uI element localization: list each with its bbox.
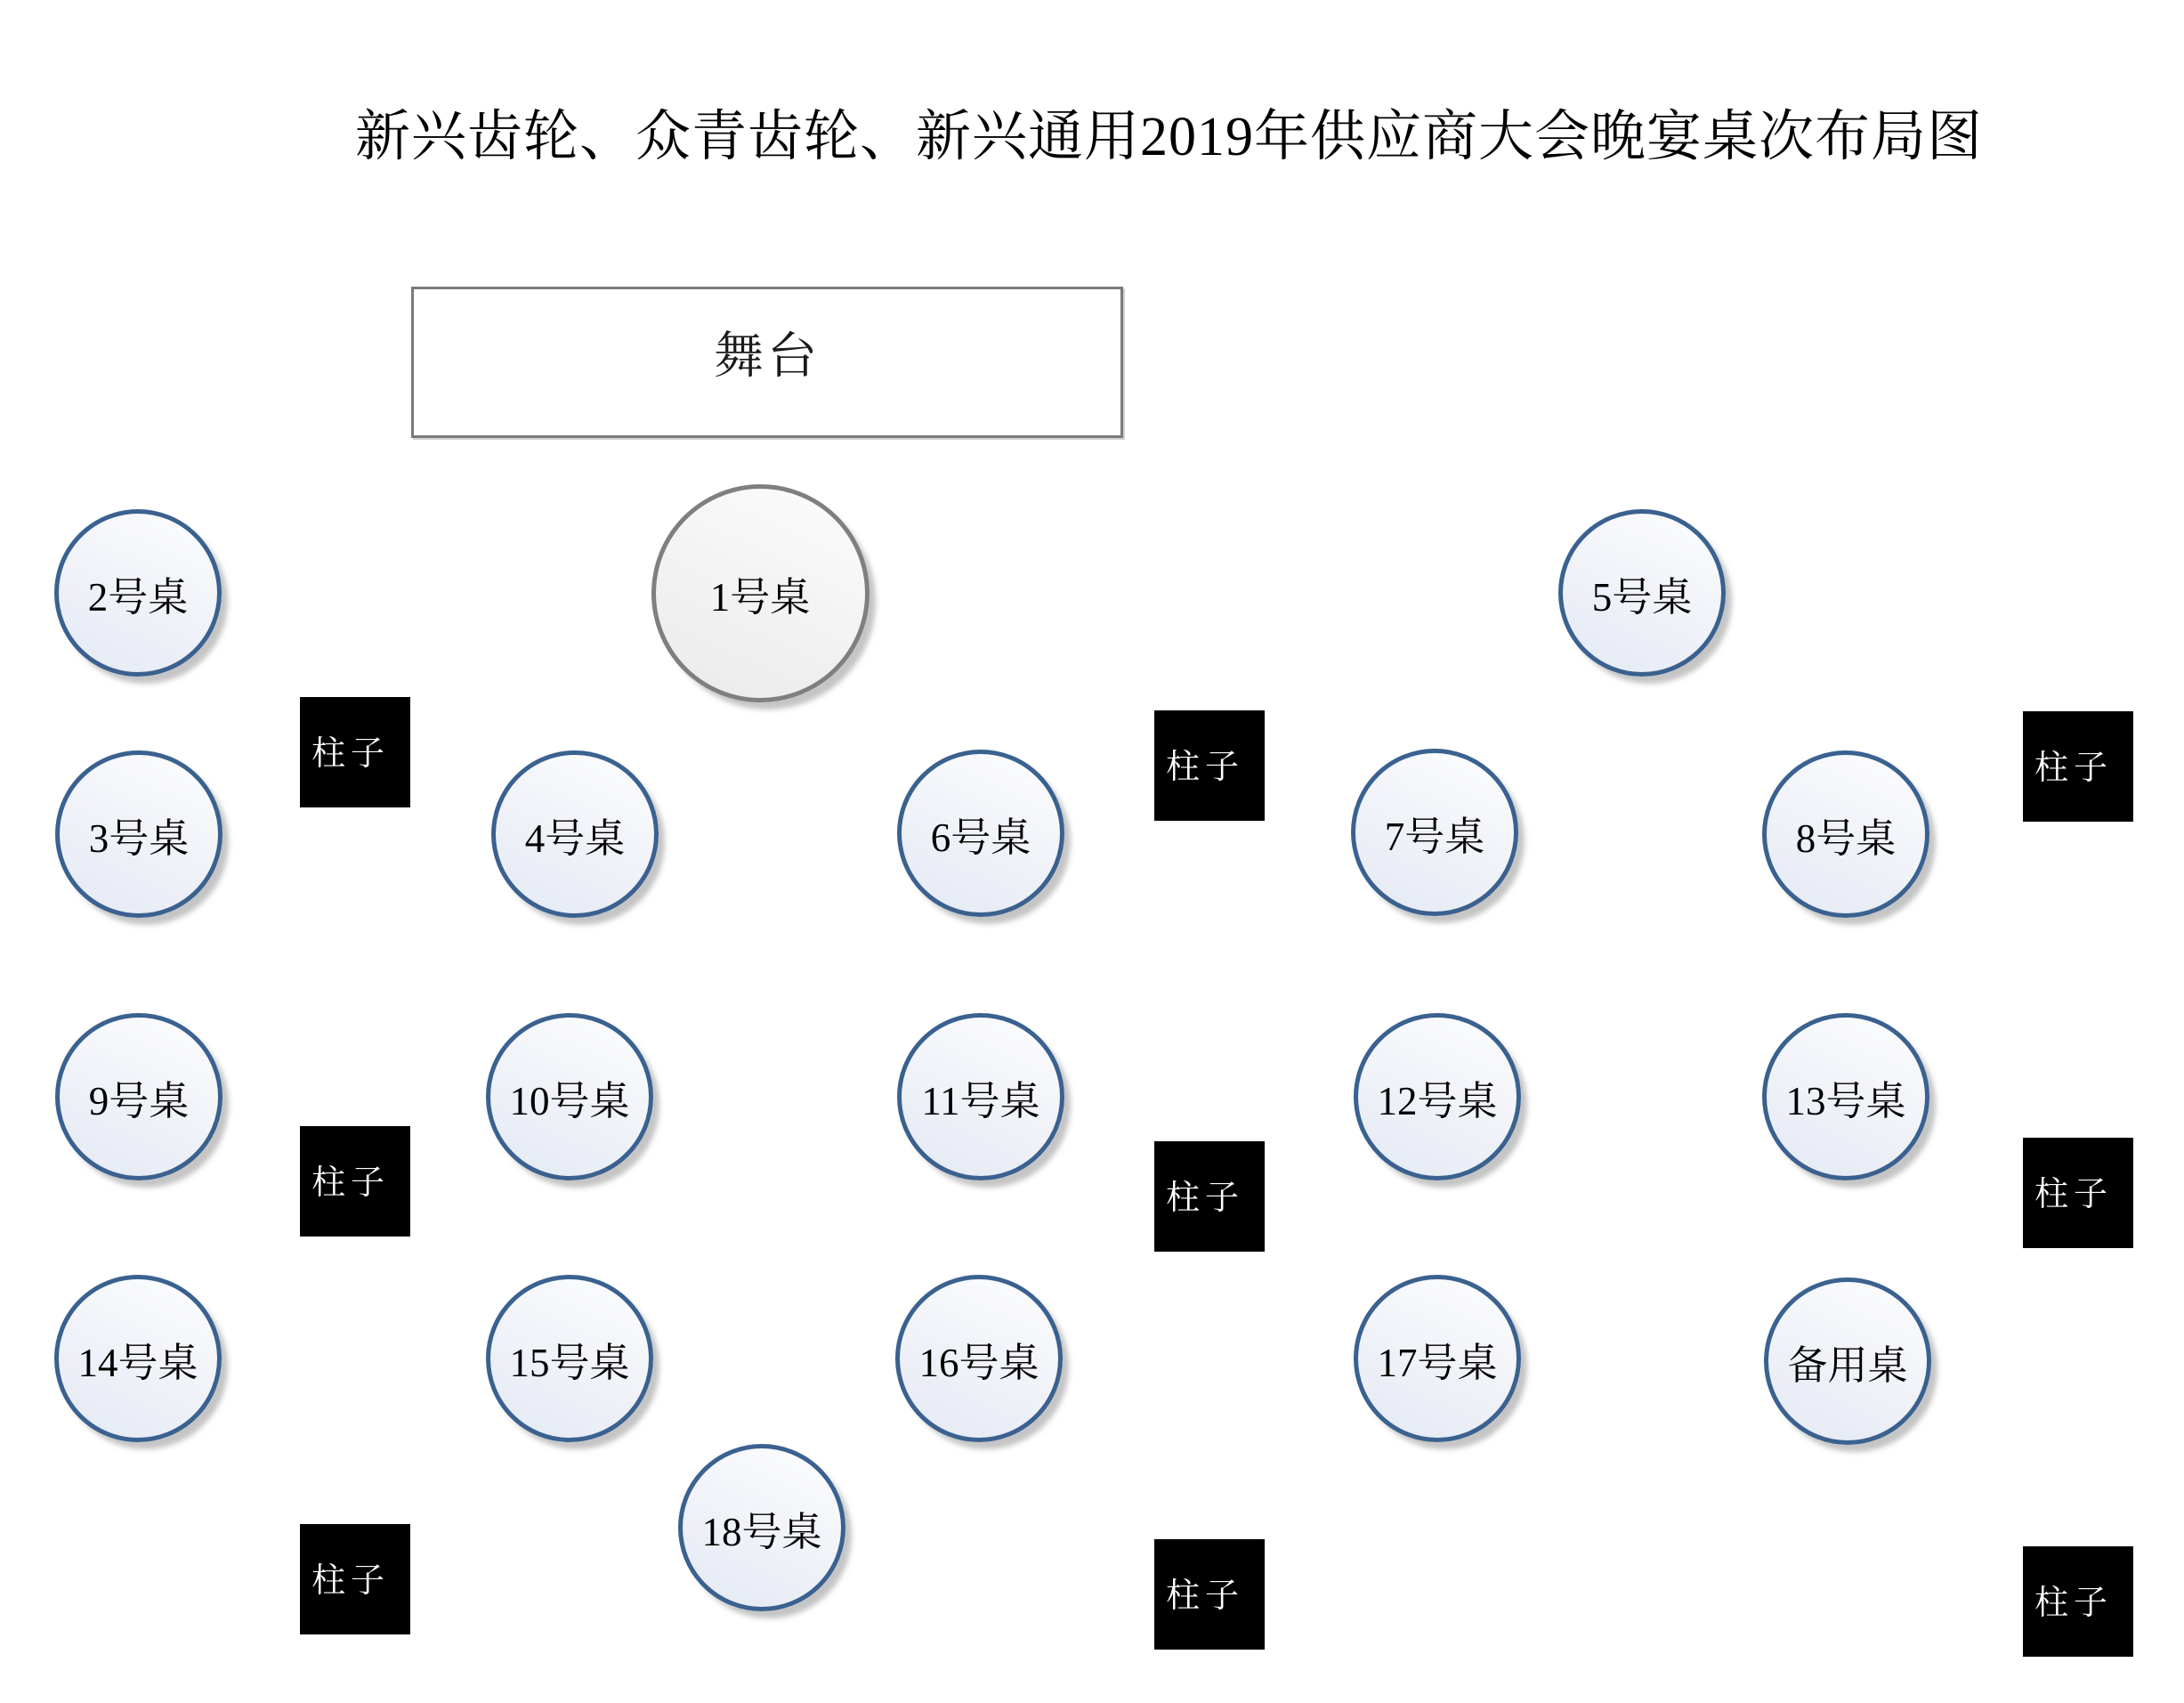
table-label: 2号桌 [87, 574, 189, 620]
table-label: 10号桌 [509, 1078, 630, 1123]
pillar-label: 柱子 [1166, 1179, 1245, 1217]
pillar-label: 柱子 [311, 1561, 391, 1600]
table-9 [55, 1013, 222, 1180]
pillar-label: 柱子 [2034, 1584, 2114, 1622]
table-label: 17号桌 [1377, 1340, 1498, 1385]
table-label: 3号桌 [88, 815, 190, 861]
pillar-label: 柱子 [1166, 748, 1245, 786]
table-label: 12号桌 [1377, 1078, 1498, 1123]
table-7 [1351, 749, 1518, 916]
table-15 [486, 1275, 653, 1442]
pillar-bottom-left [300, 1524, 410, 1634]
pillar-middle-right [2023, 1138, 2133, 1248]
page-title: 新兴齿轮、众青齿轮、新兴通用2019年供应商大会晚宴桌次布局图 [354, 107, 1983, 167]
table-label: 13号桌 [1785, 1078, 1906, 1123]
stage-box [411, 287, 1123, 438]
table-label: 7号桌 [1384, 814, 1485, 859]
pillar-bottom-middle [1154, 1539, 1265, 1650]
table-label: 5号桌 [1591, 574, 1693, 620]
table-label: 14号桌 [77, 1340, 198, 1385]
table-label: 18号桌 [701, 1509, 822, 1554]
table-1 [651, 484, 870, 702]
pillar-label: 柱子 [311, 1164, 391, 1202]
table-label: 6号桌 [930, 815, 1031, 860]
table-10 [486, 1013, 653, 1180]
pillar-middle-left [300, 1126, 410, 1237]
table-label: 16号桌 [918, 1340, 1039, 1385]
table-12 [1354, 1013, 1521, 1180]
table-16 [895, 1275, 1063, 1442]
pillar-label: 柱子 [2034, 749, 2114, 787]
table-17 [1354, 1275, 1521, 1442]
table-18 [678, 1444, 845, 1611]
pillar-top-right [2023, 711, 2133, 822]
table-11 [897, 1013, 1064, 1180]
pillar-top-middle [1154, 710, 1265, 821]
table-label: 11号桌 [921, 1078, 1040, 1123]
pillar-label: 柱子 [2034, 1175, 2114, 1213]
table-4 [491, 750, 659, 918]
pillar-middle-middle [1154, 1141, 1265, 1252]
pillar-label: 柱子 [1166, 1577, 1245, 1615]
pillar-label: 柱子 [311, 734, 391, 773]
pillar-top-left [300, 697, 410, 807]
table-6 [897, 750, 1064, 917]
stage-label: 舞台 [714, 328, 821, 384]
table-label: 4号桌 [524, 815, 626, 861]
table-label: 1号桌 [709, 574, 811, 620]
table-label: 8号桌 [1795, 815, 1897, 861]
pillar-bottom-right [2023, 1546, 2133, 1657]
table-3 [55, 750, 222, 918]
table-label: 15号桌 [509, 1340, 630, 1385]
table-14 [54, 1275, 222, 1442]
table-8 [1762, 750, 1929, 918]
table-spare [1764, 1277, 1931, 1445]
table-13 [1762, 1013, 1929, 1180]
table-label: 备用桌 [1787, 1342, 1908, 1388]
table-5 [1558, 509, 1726, 677]
table-2 [54, 509, 222, 677]
table-label: 9号桌 [88, 1078, 190, 1123]
